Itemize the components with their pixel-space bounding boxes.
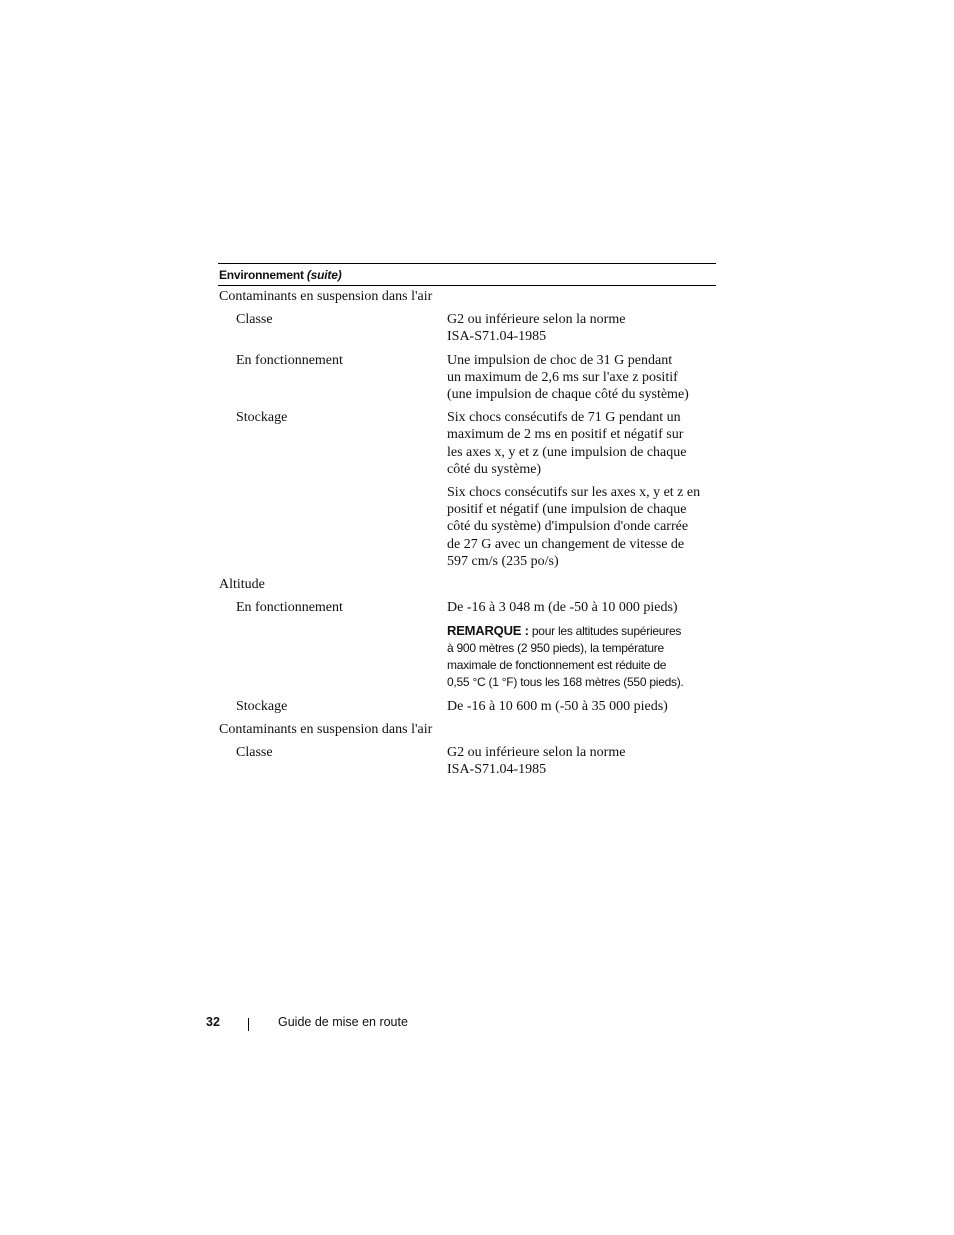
table-subtitle: (suite) bbox=[306, 268, 342, 282]
value-classe-line-2: ISA-S71.04-1985 bbox=[447, 329, 547, 344]
label-altitude-en-fonctionnement: En fonctionnement bbox=[236, 600, 343, 615]
section-title-contaminants-2: Contaminants en suspension dans l'air bbox=[219, 722, 433, 737]
value-stockage-p1-line-2: maximum de 2 ms en positif et négatif sur bbox=[447, 427, 684, 442]
section-title-contaminants: Contaminants en suspension dans l'air bbox=[219, 289, 433, 304]
document-title: Guide de mise en route bbox=[278, 1015, 408, 1029]
value-stockage-p2-line-3: côté du système) d'impulsion d'onde carrée bbox=[447, 519, 689, 534]
value-stockage-p2-line-4: de 27 G avec un changement de vitesse de bbox=[447, 537, 685, 552]
table-title-text: Environnement bbox=[219, 268, 304, 282]
value-stockage-p1-line-1: Six chocs consécutifs de 71 G pendant un bbox=[447, 410, 681, 425]
note-line-4: 0,55 °C (1 °F) tous les 168 mètres (550 pieds). bbox=[447, 675, 684, 689]
table-header bbox=[218, 263, 716, 286]
section-title-altitude: Altitude bbox=[219, 577, 265, 592]
label-altitude-stockage: Stockage bbox=[236, 699, 288, 714]
value-stockage-p1-line-4: côté du système) bbox=[447, 462, 542, 477]
note-label: REMARQUE : bbox=[447, 623, 529, 638]
value-altitude-fonctionnement: De -16 à 3 048 m (de -50 à 10 000 pieds) bbox=[447, 600, 678, 615]
page-number: 32 bbox=[206, 1015, 220, 1029]
value-stockage-p2-line-5: 597 cm/s (235 po/s) bbox=[447, 554, 559, 569]
note-remarque bbox=[447, 622, 709, 691]
label-stockage: Stockage bbox=[236, 410, 288, 425]
value-fonctionnement-line-2: un maximum de 2,6 ms sur l'axe z positif bbox=[447, 370, 678, 385]
value-stockage-p1-line-3: les axes x, y et z (une impulsion de chaque bbox=[447, 445, 687, 460]
table-title bbox=[219, 265, 342, 285]
note-line-1 bbox=[447, 622, 709, 640]
note-line-3: maximale de fonctionnement est réduite de bbox=[447, 658, 667, 672]
value-fonctionnement-line-1: Une impulsion de choc de 31 G pendant bbox=[447, 353, 673, 368]
note-text-1: pour les altitudes supérieures bbox=[531, 624, 682, 638]
value-stockage-p2-line-1: Six chocs consécutifs sur les axes x, y et z en bbox=[447, 485, 701, 500]
footer-separator bbox=[248, 1018, 249, 1031]
value-altitude-stockage: De -16 à 10 600 m (-50 à 35 000 pieds) bbox=[447, 699, 668, 714]
value-classe-line-1: G2 ou inférieure selon la norme bbox=[447, 312, 626, 327]
value-fonctionnement-line-3: (une impulsion de chaque côté du système) bbox=[447, 387, 689, 402]
label-classe-2: Classe bbox=[236, 745, 273, 760]
value-stockage-p2-line-2: positif et négatif (une impulsion de chaque bbox=[447, 502, 687, 517]
value-classe-2-line-2: ISA-S71.04-1985 bbox=[447, 762, 547, 777]
note-line-2: à 900 mètres (2 950 pieds), la température bbox=[447, 641, 664, 655]
value-classe-2-line-1: G2 ou inférieure selon la norme bbox=[447, 745, 626, 760]
label-classe: Classe bbox=[236, 312, 273, 327]
label-en-fonctionnement: En fonctionnement bbox=[236, 353, 343, 368]
